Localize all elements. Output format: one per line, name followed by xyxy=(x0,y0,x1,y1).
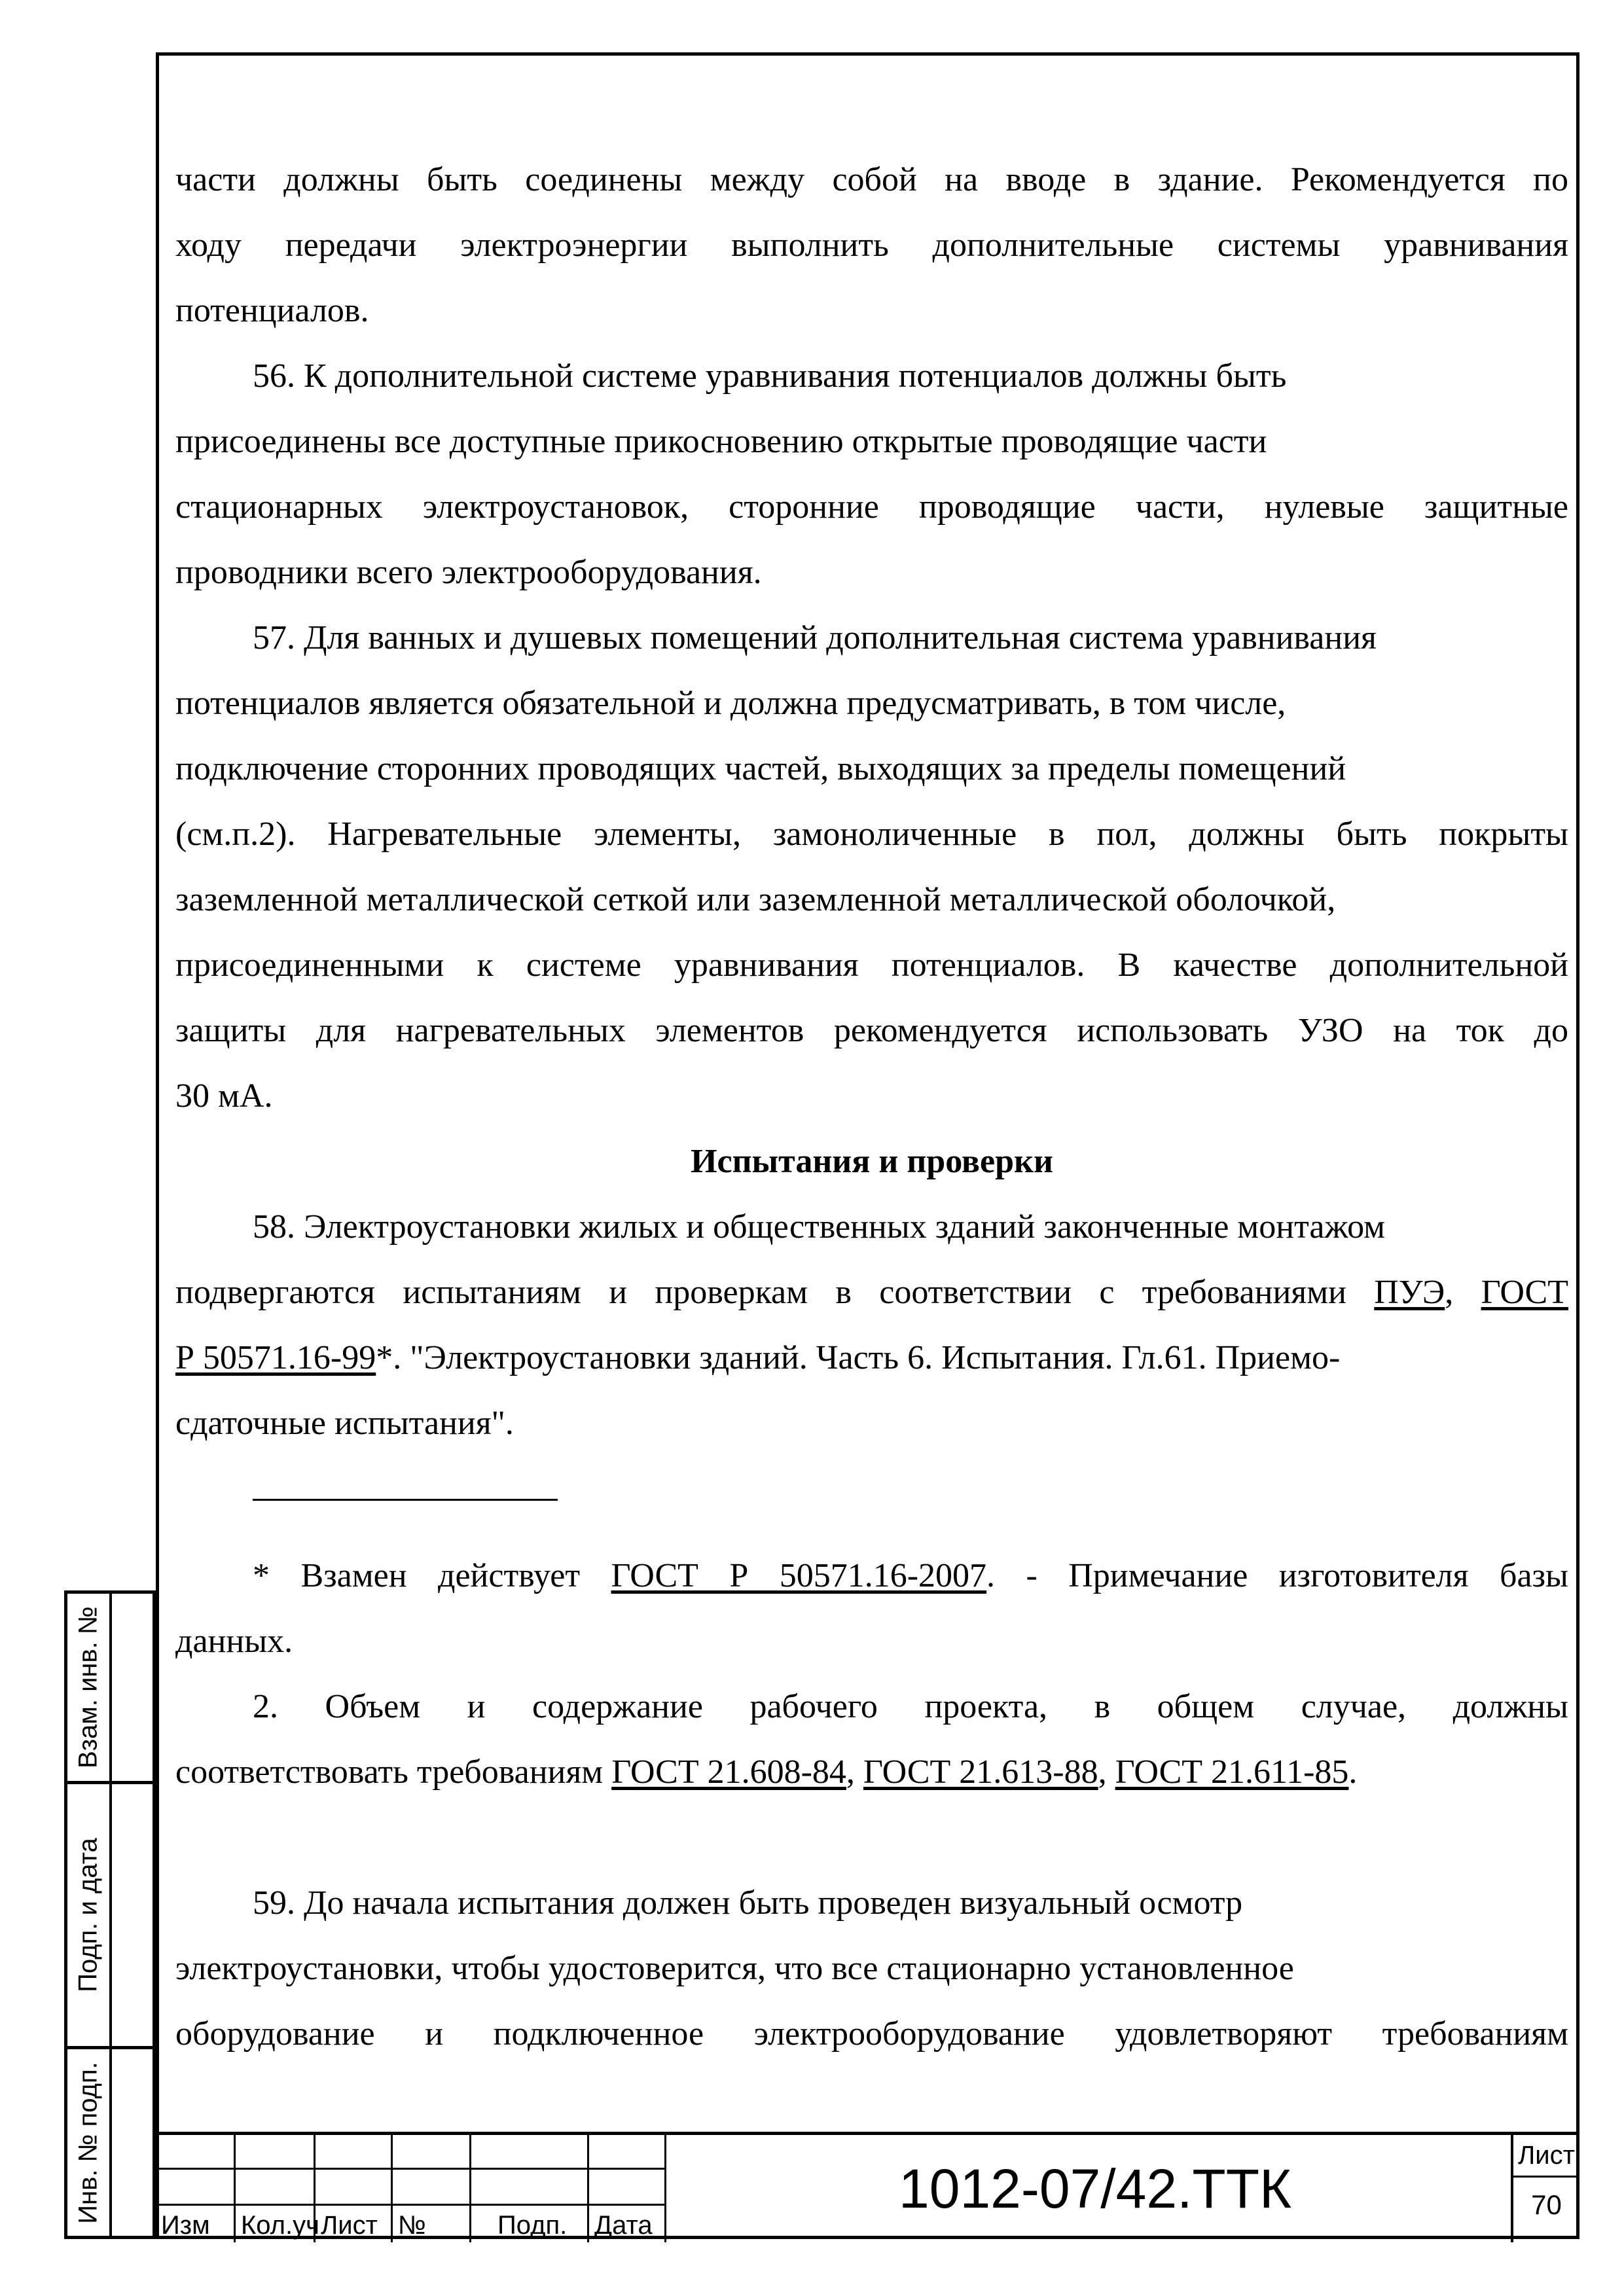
note-2-line: 2. Объем и содержание рабочего проекта, в общем случае, должны xyxy=(253,1688,1568,1725)
column-label: Изм xyxy=(161,2211,210,2240)
side-stamp-label: Инв. № подп. xyxy=(73,2061,103,2224)
column-label: Подп. xyxy=(497,2211,568,2240)
footnote-line xyxy=(175,1543,1568,1609)
text: , xyxy=(1098,1753,1115,1791)
title-block-column xyxy=(589,2135,666,2242)
link-gost-r-50571-2007[interactable]: ГОСТ Р 50571.16-2007 xyxy=(611,1557,987,1594)
sheet-box xyxy=(1511,2135,1579,2242)
paragraph-58-line xyxy=(175,1325,1568,1391)
footnote-separator xyxy=(253,1499,558,1501)
paragraph-56-line: стационарных электроустановок, сторонние проводящие части, нулевые защитные xyxy=(175,488,1568,526)
paragraph-59-line: 59. До начала испытания должен быть проведен визуальный осмотр xyxy=(253,1884,1243,1922)
document-body xyxy=(175,147,1568,2067)
footnote xyxy=(175,1543,1568,1674)
title-block-column xyxy=(316,2135,393,2242)
link-gost-21-613[interactable]: ГОСТ 21.613-88 xyxy=(863,1753,1098,1791)
side-stamp-label: Подп. и дата xyxy=(73,1838,103,1992)
paragraph-57-line: присоединенными к системе уравнивания потенциалов. В качестве дополнительной xyxy=(175,946,1568,984)
paragraph-57-line: (см.п.2). Нагревательные элементы, замоноличенные в пол, должны быть покрыты xyxy=(175,816,1568,853)
paragraph-line: ходу передачи электроэнергии выполнить дополнительные системы уравнивания xyxy=(175,226,1568,264)
paragraph-line: части должны быть соединены между собой на вводе в здание. Рекомендуется по xyxy=(175,161,1568,198)
text: , xyxy=(846,1753,863,1791)
link-gost-r-50571[interactable]: Р 50571.16-99 xyxy=(175,1339,376,1376)
paragraph-57-line: заземленной металлической сеткой или заземленной металлической оболочкой, xyxy=(175,881,1336,918)
paragraph-58-line: сдаточные испытания". xyxy=(175,1405,514,1442)
section-heading: Испытания и проверки xyxy=(691,1143,1053,1180)
text: . - Примечание изготовителя базы xyxy=(986,1557,1568,1594)
side-stamp-label-cell xyxy=(67,1784,112,2046)
document-number: 1012-07/42.ТТК xyxy=(899,2158,1291,2219)
footnote-line: данных. xyxy=(175,1623,293,1660)
paragraph-57-line: защиты для нагревательных элементов рекомендуется использовать УЗО на ток до xyxy=(175,1012,1568,1049)
link-gost-r-50571[interactable]: ГОСТ xyxy=(1481,1274,1568,1311)
column-label: № xyxy=(398,2211,426,2240)
paragraph-59-line: оборудование и подключенное электрооборудование удовлетворяют требованиям xyxy=(175,2015,1568,2053)
paragraph-56-line: присоединены все доступные прикосновению открытые проводящие части xyxy=(175,423,1267,460)
side-stamp-inv-podl xyxy=(64,2046,156,2239)
paragraph-59-line: электроустановки, чтобы удостоверится, что все стационарно установленное xyxy=(175,1950,1294,1987)
spacer xyxy=(175,1805,1568,1871)
text: соответствовать требованиям xyxy=(175,1753,612,1791)
side-stamp-vzam-inv xyxy=(64,1590,156,1784)
paragraph-57-line: 30 мА. xyxy=(175,1077,273,1115)
side-stamp-label-cell xyxy=(67,2049,112,2236)
column-label: Кол.уч xyxy=(241,2211,319,2240)
paragraph-line: потенциалов. xyxy=(175,292,369,329)
sheet-number: 70 xyxy=(1531,2189,1562,2220)
paragraph-57-line: 57. Для ванных и душевых помещений дополнительная система уравнивания xyxy=(253,619,1377,656)
link-gost-21-611[interactable]: ГОСТ 21.611-85 xyxy=(1115,1753,1349,1791)
title-block-column xyxy=(393,2135,471,2242)
column-label: Лист xyxy=(321,2211,378,2240)
link-gost-21-608[interactable]: ГОСТ 21.608-84 xyxy=(611,1753,846,1791)
text: *. "Электроустановки зданий. Часть 6. Испытания. Гл.61. Приемо- xyxy=(376,1339,1341,1376)
text: . xyxy=(1348,1753,1358,1791)
text: * Взамен действует xyxy=(253,1557,611,1594)
paragraph-57-line: подключение сторонних проводящих частей, выходящих за пределы помещений xyxy=(175,750,1346,787)
paragraph-56-line: проводники всего электрооборудования. xyxy=(175,554,762,591)
side-stamp-label: Взам. инв. № xyxy=(73,1606,103,1768)
title-block xyxy=(156,2132,1579,2239)
sheet-label: Лист xyxy=(1513,2135,1579,2178)
paragraph-58-line: 58. Электроустановки жилых и общественных зданий законченные монтажом xyxy=(253,1208,1386,1246)
title-block-column xyxy=(471,2135,589,2242)
side-stamp-podp-data xyxy=(64,1781,156,2049)
link-pue[interactable]: ПУЭ xyxy=(1374,1274,1445,1311)
paragraph-57-line: потенциалов является обязательной и должна предусматривать, в том числе, xyxy=(175,685,1286,722)
title-block-column xyxy=(156,2135,236,2242)
text: , xyxy=(1445,1274,1481,1311)
title-block-column xyxy=(236,2135,319,2242)
paragraph-58-line xyxy=(175,1260,1568,1325)
paragraph-56-line: 56. К дополнительной системе уравнивания потенциалов должны быть xyxy=(253,357,1287,395)
text: подвергаются испытаниям и проверкам в соответствии с требованиями xyxy=(175,1274,1375,1311)
column-label: Дата xyxy=(594,2211,653,2240)
side-stamp-label-cell xyxy=(67,1594,112,1781)
note-2-line xyxy=(175,1740,1568,1805)
